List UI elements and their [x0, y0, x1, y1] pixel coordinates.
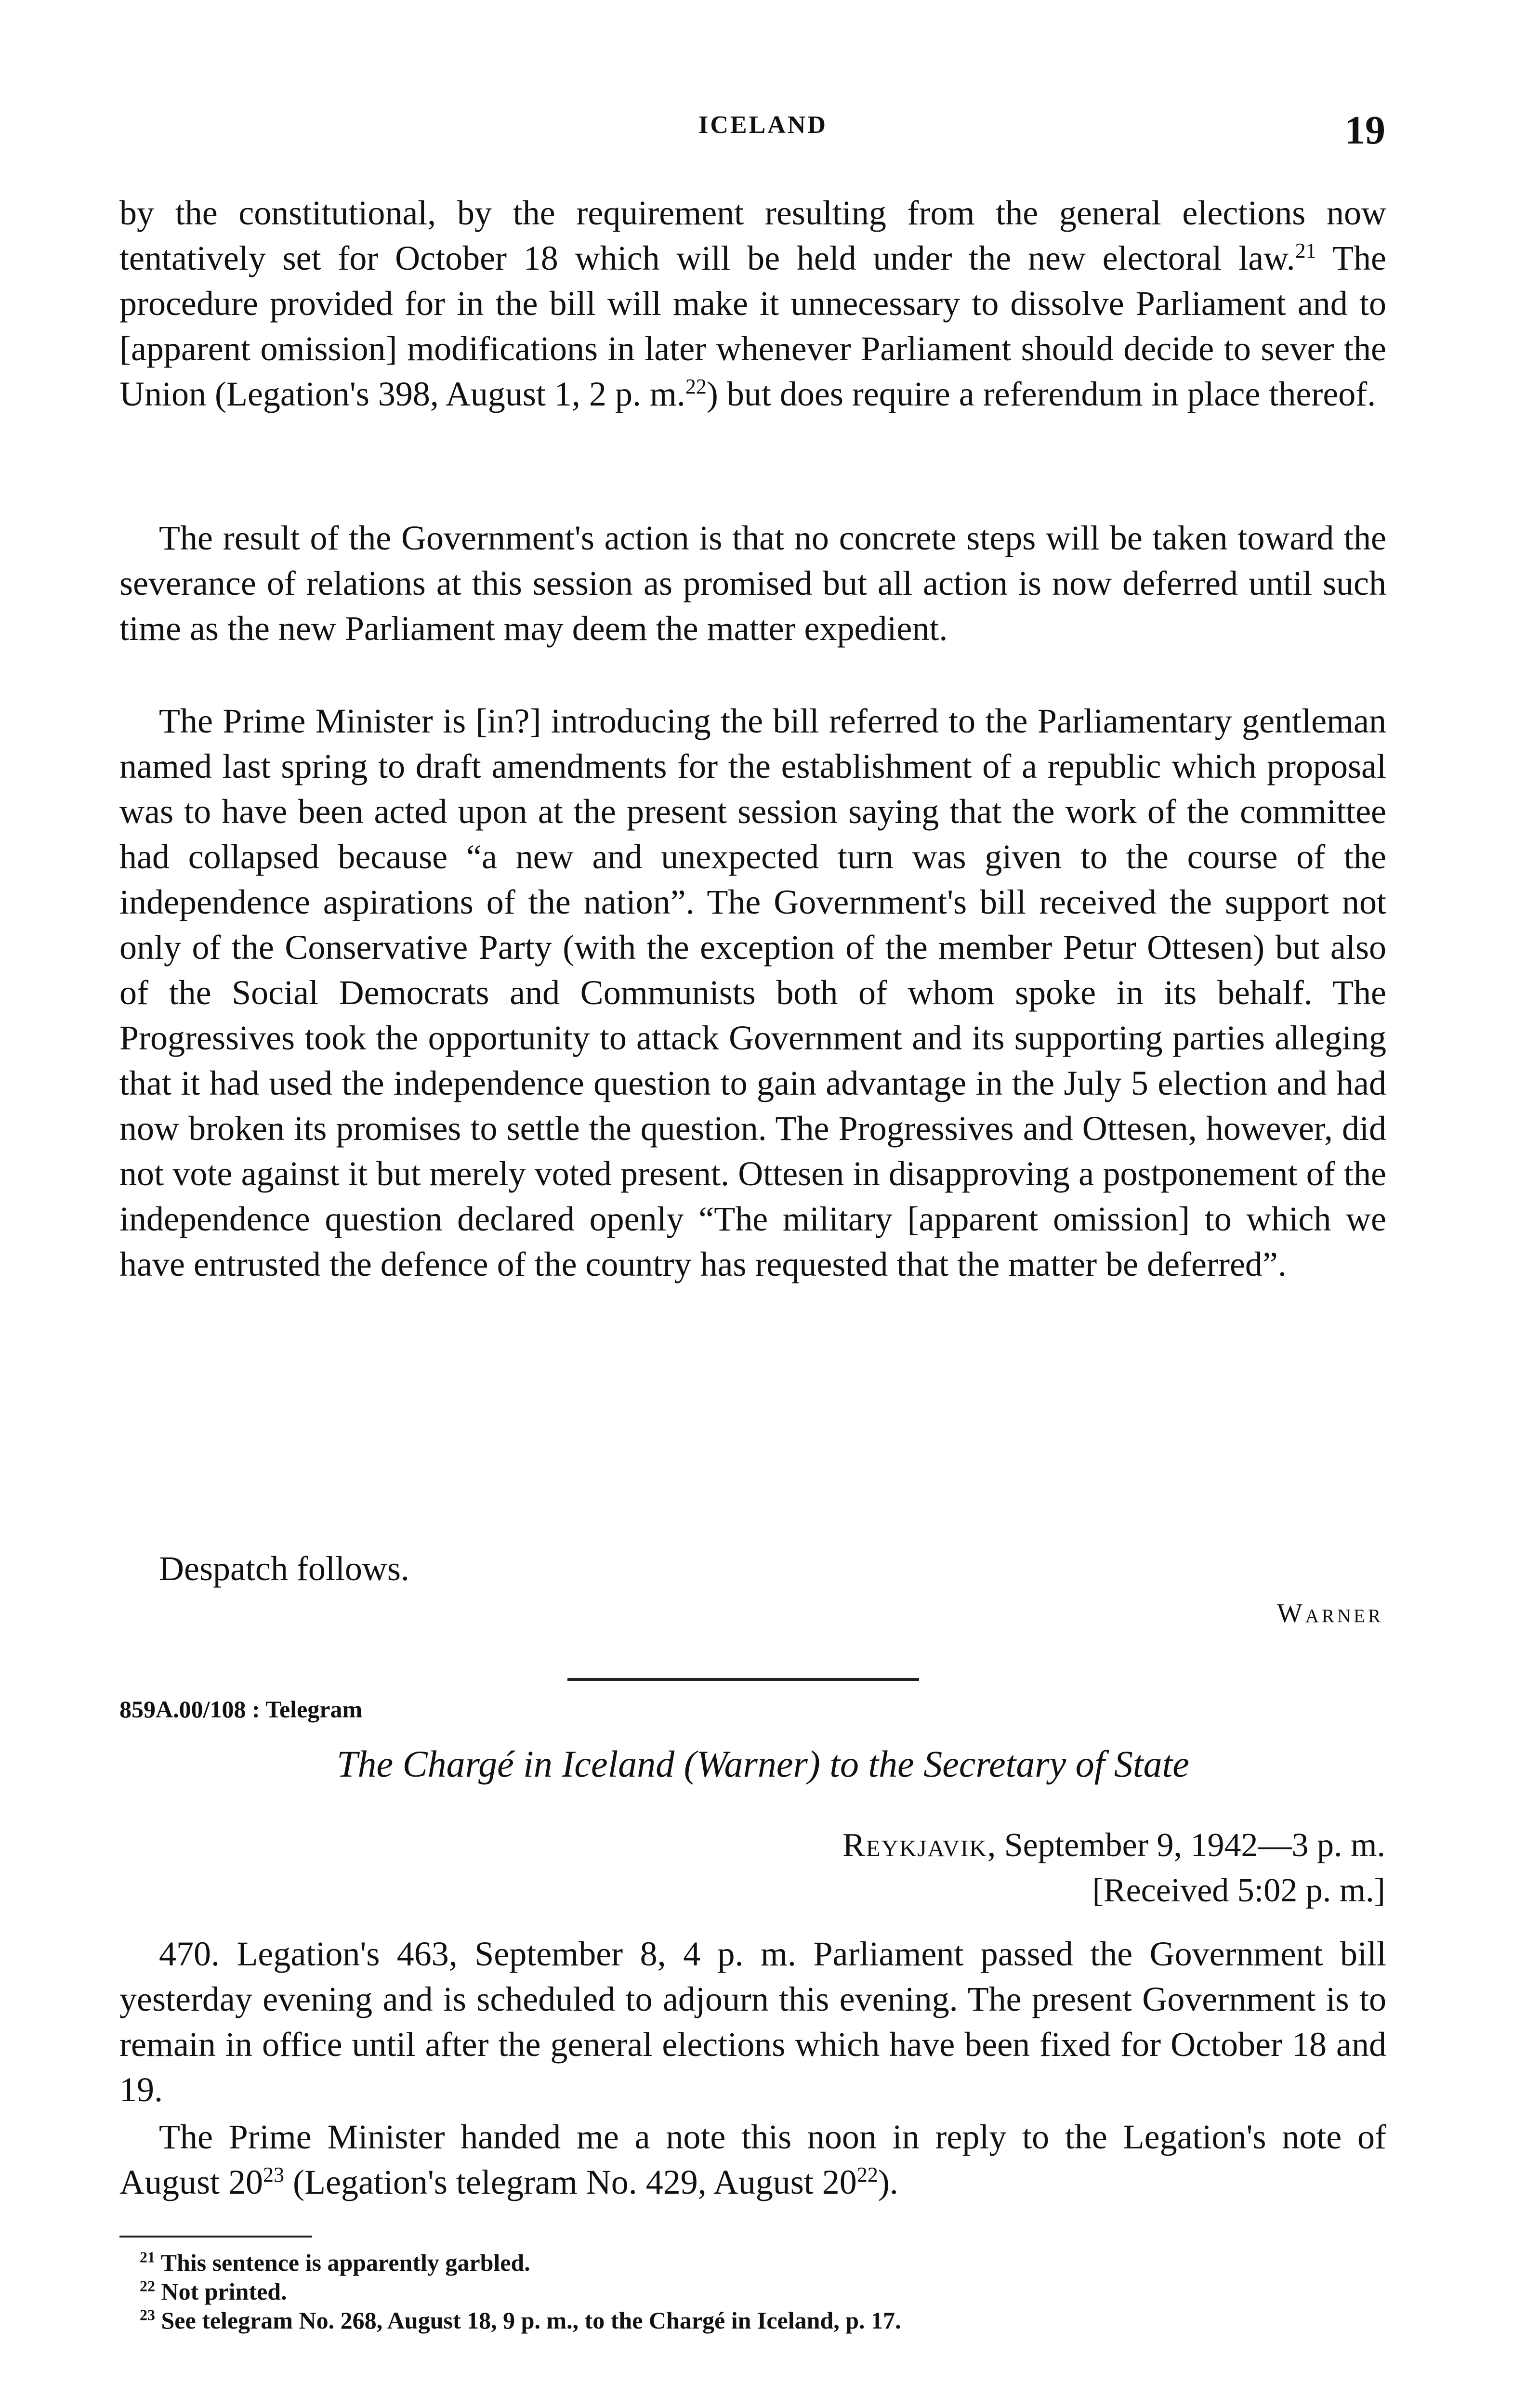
section-divider	[567, 1678, 919, 1681]
dateline-date: , September 9, 1942—3 p. m.	[987, 1827, 1385, 1864]
paragraph-prime-minister: The Prime Minister is [in?] introducing the bill referred to the Parliamentary gentleman named last spring to draft amendments for the establishment of a republic which proposal was to have been acted upon at the present session saying that the work of the committee had collapsed because “a new and unexpected turn was given to the course of the independence aspirations of the nation”. The Government's bill received the support not only of the Conservative Party (with the exception of the member Petur Ottesen) but also of the Social Democrats and Communists both of whom spoke in its behalf. The Progressives took the opportunity to attack Government and its supporting parties alleging that it had used the independence question to gain advantage in the July 5 election and had now broken its promises to settle the question. The Progressives and Ottesen, however, did not vote against it but merely voted present. Ottesen in disapproving a postponement of the independence question declared openly “The military [apparent omission] to which we have entrusted the defence of the country has requested that the matter be deferred”.	[119, 702, 1386, 1283]
dateline	[842, 1826, 1385, 1865]
page-number: 19	[1345, 108, 1385, 153]
document-title: The Chargé in Iceland (Warner) to the Secretary of State	[337, 1743, 1189, 1785]
running-head: ICELAND	[698, 111, 828, 139]
paragraph-result: The result of the Government's action is that no concrete steps will be taken toward the severance of relations at this session as promised but all action is now deferred until such time as the new Parliament may deem the matter expedient.	[119, 519, 1386, 648]
footnote-number: 21	[140, 2248, 155, 2266]
file-reference: 859A.00/108 : Telegram	[119, 1696, 363, 1723]
paragraph-continuation	[119, 190, 1386, 417]
paragraph-text: ).	[878, 2163, 898, 2201]
footnote-ref: 21	[1295, 239, 1316, 262]
footnote-text: This sentence is apparently garbled.	[155, 2249, 530, 2276]
paragraph-text: (Legation's telegram No. 429, August 20	[284, 2163, 857, 2201]
footnote-text: See telegram No. 268, August 18, 9 p. m., to the Chargé in Iceland, p. 17.	[155, 2307, 901, 2334]
paragraph-text: The Prime Minister handed me a note this noon in reply to the Legation's note of August 20	[119, 2118, 1386, 2201]
paragraph-text: by the constitutional, by the requirement resulting from the general elections now tentatively set for October 18 which will be held under the new electoral law.	[119, 194, 1386, 277]
footnote-ref: 22	[856, 2163, 878, 2186]
paragraph-despatch: Despatch follows.	[159, 1549, 409, 1588]
paragraph-text: ) but does require a referendum in place thereof.	[706, 375, 1376, 413]
footnote-ref: 23	[263, 2163, 285, 2186]
footnote-23	[140, 2306, 901, 2335]
received-time: [Received 5:02 p. m.]	[1092, 1872, 1385, 1909]
footnote-rule	[119, 2236, 312, 2238]
footnote-21	[140, 2248, 530, 2277]
footnote-ref: 22	[685, 375, 707, 398]
telegram-paragraph-note	[119, 2114, 1386, 2205]
footnote-number: 23	[140, 2306, 155, 2324]
footnote-number: 22	[140, 2277, 155, 2295]
signature: Warner	[1276, 1598, 1383, 1628]
paragraph-text: The procedure provided for in the bill will make it unnecessary to dissolve Parliament and to [apparent omission] modifications in later whenever Parliament should decide to sever the Union (Legation's 398, August 1, 2 p. m.	[119, 239, 1387, 413]
footnote-text: Not printed.	[155, 2278, 287, 2305]
telegram-paragraph-470: 470. Legation's 463, September 8, 4 p. m. Parliament passed the Government bill yesterday evening and is scheduled to adjourn this evening. The present Government is to remain in office until after the general elections which have been fixed for October 18 and 19.	[119, 1935, 1386, 2109]
footnote-22	[140, 2277, 287, 2306]
dateline-place: Reykjavik	[842, 1827, 987, 1864]
